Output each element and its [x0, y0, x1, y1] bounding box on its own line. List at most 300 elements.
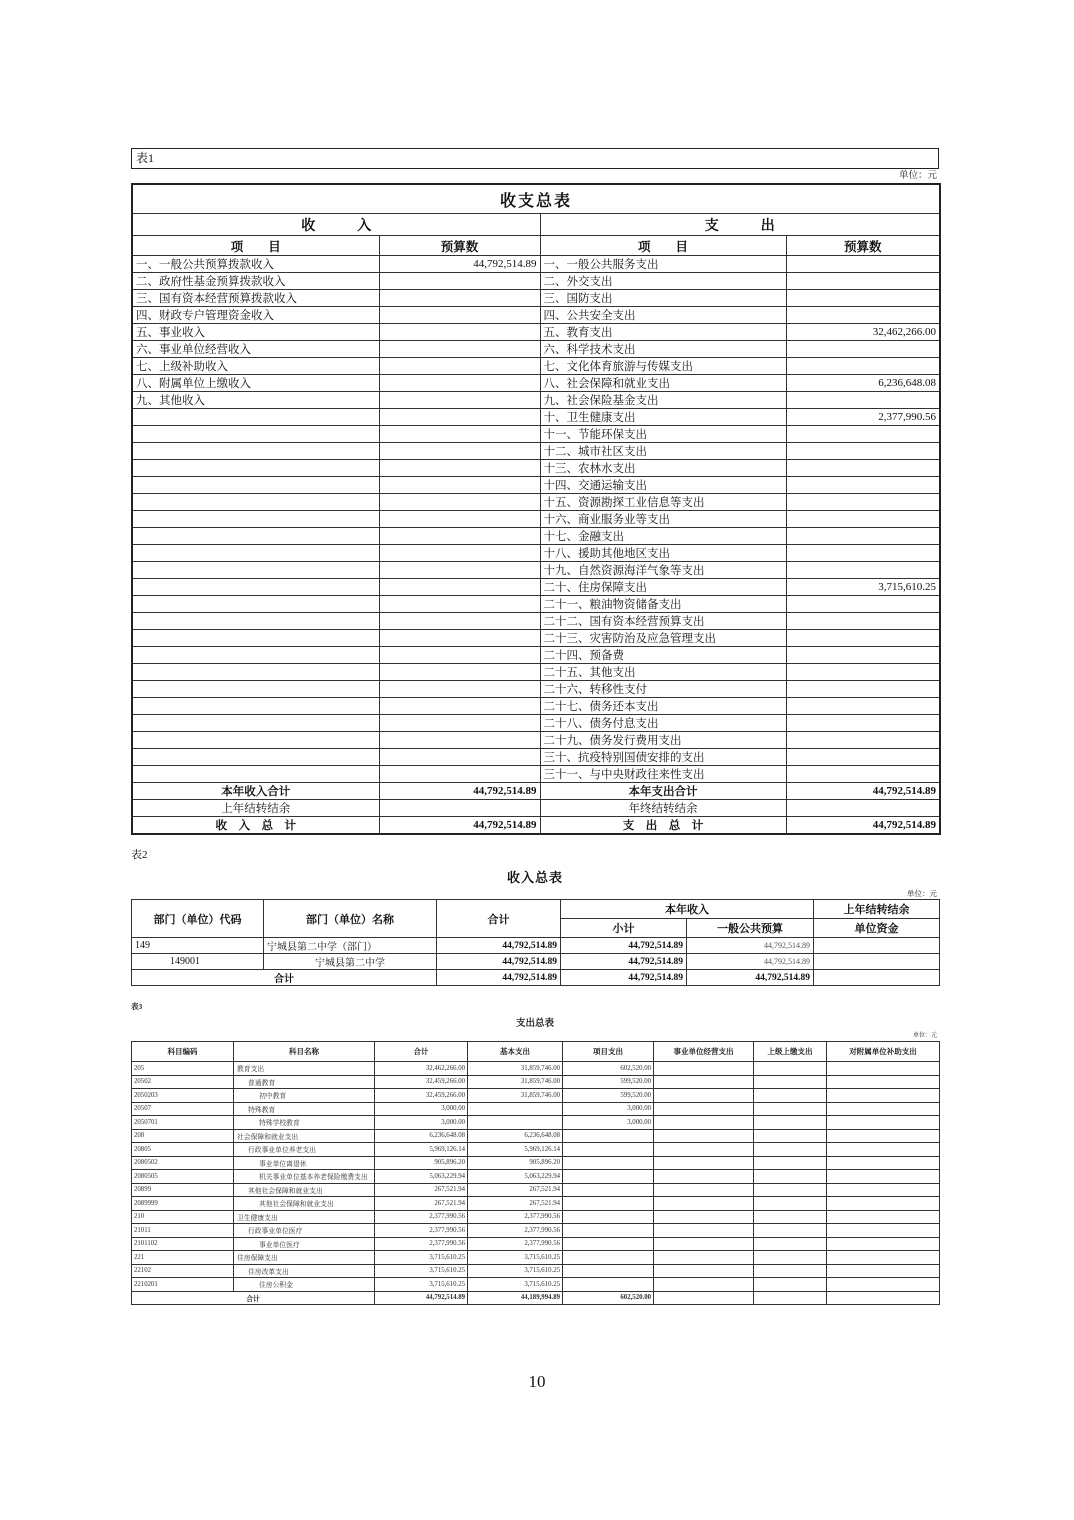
- table3-upper: [754, 1170, 827, 1184]
- table3-name: 社会保障和就业支出: [234, 1129, 375, 1143]
- table3-upper: [754, 1183, 827, 1197]
- table3-business: [654, 1156, 754, 1170]
- table2-unit-funds-value: [814, 938, 940, 954]
- table3-upper: [754, 1278, 827, 1292]
- table3-col-header-5: 事业单位经营支出: [654, 1042, 754, 1062]
- table1-item-row: [132, 324, 940, 341]
- expense-item-value: [786, 477, 940, 494]
- income-item-value: [379, 545, 540, 562]
- table3-code: 210: [132, 1210, 234, 1224]
- expense-total-label: 本年支出合计: [540, 783, 786, 800]
- table1-item-row: [132, 375, 940, 392]
- table3-project: 3,000.00: [563, 1116, 654, 1130]
- income-item-value: [379, 562, 540, 579]
- table2-unit-funds-value: [814, 954, 940, 970]
- table3-upper: [754, 1156, 827, 1170]
- table3-project: 599,520.00: [563, 1089, 654, 1103]
- table2-unit-funds-value: [814, 970, 940, 986]
- table3-project: [563, 1210, 654, 1224]
- expense-item-value: 3,715,610.25: [786, 579, 940, 596]
- table3-subject-row: [132, 1278, 940, 1292]
- table3-code: 208: [132, 1129, 234, 1143]
- table3-subsidy: [827, 1089, 940, 1103]
- expenditure-detail-table: [131, 1041, 940, 1305]
- table3-upper: [754, 1237, 827, 1251]
- table1-item-row: [132, 545, 940, 562]
- expense-item-value: [786, 732, 940, 749]
- expense-item-value: [786, 681, 940, 698]
- expense-item-value: [786, 647, 940, 664]
- income-item-value: [379, 596, 540, 613]
- income-total-label: 本年收入合计: [132, 783, 379, 800]
- table3-subsidy: [827, 1251, 940, 1265]
- income-item-label: [132, 630, 379, 647]
- income-item-value: [379, 375, 540, 392]
- table3-code: 21011: [132, 1224, 234, 1238]
- table3-code: 2089999: [132, 1197, 234, 1211]
- table3-subsidy: [827, 1075, 940, 1089]
- table1-title-row: [132, 184, 940, 214]
- expense-item-value: [786, 528, 940, 545]
- income-item-value: [379, 511, 540, 528]
- expense-item-value: [786, 630, 940, 647]
- table3-code: 2101102: [132, 1237, 234, 1251]
- table3-subsidy: [827, 1278, 940, 1292]
- table3-col-header-6: 上级上缴支出: [754, 1042, 827, 1062]
- table3-subsidy: [827, 1129, 940, 1143]
- income-item-value: [379, 392, 540, 409]
- table2-name: 宁城县第二中学: [264, 954, 437, 970]
- table3-subject-row: [132, 1237, 940, 1251]
- table3-subject-row: [132, 1170, 940, 1184]
- table3-business: [654, 1102, 754, 1116]
- table3-header-row: [132, 1042, 940, 1062]
- table3-total: 2,377,990.56: [375, 1224, 468, 1238]
- table3-basic: 31,859,746.00: [468, 1089, 563, 1103]
- table2-subtotal-value: 44,792,514.89: [561, 970, 687, 986]
- income-item-label: [132, 545, 379, 562]
- expense-item-value: [786, 749, 940, 766]
- table3-business: [654, 1224, 754, 1238]
- income-item-label: [132, 698, 379, 715]
- expense-item-value: [786, 392, 940, 409]
- table3-project: [563, 1129, 654, 1143]
- income-item-label: [132, 477, 379, 494]
- table3-name: 特殊学校教育: [234, 1116, 375, 1130]
- table3-code: 20805: [132, 1143, 234, 1157]
- table3-subsidy: [827, 1062, 940, 1076]
- income-item-label: 九、其他收入: [132, 392, 379, 409]
- expense-item-value: [786, 307, 940, 324]
- table3-subsidy-sum: [827, 1291, 940, 1305]
- table3-subject-row: [132, 1129, 940, 1143]
- income-item-label: [132, 443, 379, 460]
- table3-basic: 2,377,990.56: [468, 1210, 563, 1224]
- expense-item-label: 九、社会保险基金支出: [540, 392, 786, 409]
- income-item-label: 二、政府性基金预算拨款收入: [132, 273, 379, 290]
- table3-code: 20502: [132, 1075, 234, 1089]
- table3-basic: 3,715,610.25: [468, 1278, 563, 1292]
- income-group-header: 收 入: [132, 214, 540, 236]
- table3-name: 住房保障支出: [234, 1251, 375, 1265]
- table3-total: 32,459,266.00: [375, 1089, 468, 1103]
- table3-subsidy: [827, 1224, 940, 1238]
- income-item-label: [132, 409, 379, 426]
- table3-basic: 3,715,610.25: [468, 1251, 563, 1265]
- income-item-value: [379, 358, 540, 375]
- expense-budget-col-header: 预算数: [786, 236, 940, 256]
- table2-general-budget-value: 44,792,514.89: [687, 954, 814, 970]
- table3-subsidy: [827, 1210, 940, 1224]
- table3-code: 20899: [132, 1183, 234, 1197]
- table1-item-row: [132, 596, 940, 613]
- table3-total: 3,715,610.25: [375, 1251, 468, 1265]
- income-item-label: [132, 426, 379, 443]
- table3-project: [563, 1264, 654, 1278]
- table2-subtotal-value: 44,792,514.89: [561, 954, 687, 970]
- table1-grand-total-row: [132, 817, 940, 835]
- income-item-label: [132, 664, 379, 681]
- expense-group-header: 支 出: [540, 214, 940, 236]
- income-item-value: [379, 273, 540, 290]
- table3-subsidy: [827, 1156, 940, 1170]
- table3-business: [654, 1251, 754, 1265]
- table3-project: [563, 1278, 654, 1292]
- table1-label: 表1: [136, 151, 155, 165]
- table3-business: [654, 1089, 754, 1103]
- expense-item-label: 二十四、预备费: [540, 647, 786, 664]
- table3-upper: [754, 1264, 827, 1278]
- expense-item-label: 三十一、与中央财政往来性支出: [540, 766, 786, 783]
- expense-item-value: [786, 341, 940, 358]
- table3-name: 初中教育: [234, 1089, 375, 1103]
- income-item-label: [132, 596, 379, 613]
- table1-item-row: [132, 341, 940, 358]
- expense-item-label: 二十八、债务付息支出: [540, 715, 786, 732]
- table3-upper: [754, 1143, 827, 1157]
- table3-business: [654, 1143, 754, 1157]
- expense-item-label: 三、国防支出: [540, 290, 786, 307]
- table3-unit-note: 单位：元: [912, 1033, 937, 1039]
- income-item-label: 七、上级补助收入: [132, 358, 379, 375]
- table3-code: 221: [132, 1251, 234, 1265]
- income-item-value: [379, 307, 540, 324]
- table1-item-row: [132, 766, 940, 783]
- table2-unit-funds-header: 单位资金: [814, 919, 940, 938]
- income-item-value: [379, 613, 540, 630]
- expense-item-label: 十三、农林水支出: [540, 460, 786, 477]
- table3-business: [654, 1075, 754, 1089]
- expense-item-label: 十四、交通运输支出: [540, 477, 786, 494]
- table3-total: 267,521.94: [375, 1197, 468, 1211]
- page-number: 10: [528, 1372, 546, 1391]
- expense-item-label: 十二、城市社区支出: [540, 443, 786, 460]
- table3-total: 6,236,648.08: [375, 1129, 468, 1143]
- table3-name: 住房改革支出: [234, 1264, 375, 1278]
- table3-business: [654, 1197, 754, 1211]
- expense-item-label: 二十九、债务发行费用支出: [540, 732, 786, 749]
- table3-title: 支出总表: [515, 1019, 554, 1029]
- table1-item-row: [132, 290, 940, 307]
- table1-item-row: [132, 392, 940, 409]
- table3-code: 2080502: [132, 1156, 234, 1170]
- income-item-value: [379, 494, 540, 511]
- table2-unit-note: 单位：元: [907, 889, 937, 898]
- income-item-label: 八、附属单位上缴收入: [132, 375, 379, 392]
- expense-item-value: [786, 460, 940, 477]
- expense-item-value: [786, 358, 940, 375]
- income-item-label: [132, 681, 379, 698]
- table3-business-sum: [654, 1291, 754, 1305]
- table3-project: [563, 1170, 654, 1184]
- expense-item-label: 二十三、灾害防治及应急管理支出: [540, 630, 786, 647]
- income-item-value: [379, 324, 540, 341]
- expense-item-value: [786, 273, 940, 290]
- expense-item-value: [786, 562, 940, 579]
- income-item-label: [132, 749, 379, 766]
- table3-total-sum: 44,792,514.89: [375, 1291, 468, 1305]
- table3-subject-row: [132, 1143, 940, 1157]
- table1-item-row: [132, 443, 940, 460]
- table3-business: [654, 1210, 754, 1224]
- table2-total-value: 44,792,514.89: [437, 970, 561, 986]
- table3-name: 事业单位医疗: [234, 1237, 375, 1251]
- table2-row-dept: [132, 938, 940, 954]
- table3-project: [563, 1197, 654, 1211]
- table1-item-row: [132, 494, 940, 511]
- income-item-label: [132, 647, 379, 664]
- table3-upper: [754, 1224, 827, 1238]
- table3-name: 行政事业单位医疗: [234, 1224, 375, 1238]
- income-item-label: 五、事业收入: [132, 324, 379, 341]
- table1-label-box: [131, 148, 939, 169]
- table3-upper: [754, 1210, 827, 1224]
- income-item-value: [379, 341, 540, 358]
- income-item-value: [379, 681, 540, 698]
- expense-item-label: 十六、商业服务业等支出: [540, 511, 786, 528]
- table3-total: 5,063,229.94: [375, 1170, 468, 1184]
- table3-basic: 31,859,746.00: [468, 1062, 563, 1076]
- expense-item-label: 二十七、债务还本支出: [540, 698, 786, 715]
- table3-name: 事业单位离退休: [234, 1156, 375, 1170]
- table2-row-total: [132, 970, 940, 986]
- table2-subtotal-value: 44,792,514.89: [561, 938, 687, 954]
- table3-name: 普通教育: [234, 1075, 375, 1089]
- income-item-label: [132, 766, 379, 783]
- table3-project: [563, 1237, 654, 1251]
- table3-subsidy: [827, 1170, 940, 1184]
- table3-total: 32,459,266.00: [375, 1075, 468, 1089]
- table1-item-row: [132, 256, 940, 273]
- table3-business: [654, 1116, 754, 1130]
- income-item-label: [132, 732, 379, 749]
- income-item-value: [379, 443, 540, 460]
- table3-col-header-4: 项目支出: [563, 1042, 654, 1062]
- expense-item-label: 七、文化体育旅游与传媒支出: [540, 358, 786, 375]
- table1-item-row: [132, 664, 940, 681]
- income-item-value: [379, 664, 540, 681]
- table3-basic: 6,236,648.08: [468, 1129, 563, 1143]
- table3-code: 2050701: [132, 1116, 234, 1130]
- income-item-value: [379, 766, 540, 783]
- expense-item-value: [786, 715, 940, 732]
- table3-upper: [754, 1197, 827, 1211]
- table3-total: 3,715,610.25: [375, 1264, 468, 1278]
- table3-business: [654, 1183, 754, 1197]
- table3-code: 20507: [132, 1102, 234, 1116]
- income-item-value: [379, 732, 540, 749]
- table3-total: 32,462,266.00: [375, 1062, 468, 1076]
- table3-total: 3,000.00: [375, 1116, 468, 1130]
- table3-subsidy: [827, 1197, 940, 1211]
- expense-item-label: 十五、资源勘探工业信息等支出: [540, 494, 786, 511]
- table1-item-row: [132, 358, 940, 375]
- table3-business: [654, 1278, 754, 1292]
- expense-item-label: 五、教育支出: [540, 324, 786, 341]
- table1-item-row: [132, 613, 940, 630]
- table3-col-header-3: 基本支出: [468, 1042, 563, 1062]
- table3-name: 机关事业单位基本养老保险缴费支出: [234, 1170, 375, 1184]
- table3-subject-row: [132, 1062, 940, 1076]
- table2-label: 表2: [131, 849, 148, 861]
- table3-project: [563, 1183, 654, 1197]
- table3-basic: 5,969,126.14: [468, 1143, 563, 1157]
- income-detail-table: [131, 899, 940, 986]
- table1-column-header-row: [132, 236, 940, 256]
- table3-basic: 267,521.94: [468, 1183, 563, 1197]
- table3-basic: 3,715,610.25: [468, 1264, 563, 1278]
- table3-subject-row: [132, 1116, 940, 1130]
- expense-item-label: 十九、自然资源海洋气象等支出: [540, 562, 786, 579]
- expense-item-label: 二十五、其他支出: [540, 664, 786, 681]
- income-item-value: [379, 715, 540, 732]
- table2-carryover-header: 上年结转结余: [814, 900, 940, 919]
- expense-item-value: 32,462,266.00: [786, 324, 940, 341]
- table1-item-row: [132, 681, 940, 698]
- income-item-value: [379, 579, 540, 596]
- expense-item-value: [786, 613, 940, 630]
- table2-general-budget-value: 44,792,514.89: [687, 970, 814, 986]
- table3-subsidy: [827, 1237, 940, 1251]
- table3-basic: 2,377,990.56: [468, 1237, 563, 1251]
- table3-total: 267,521.94: [375, 1183, 468, 1197]
- table3-project: [563, 1143, 654, 1157]
- income-item-label: 六、事业单位经营收入: [132, 341, 379, 358]
- table2-row-unit: [132, 954, 940, 970]
- income-item-label: 四、财政专户管理资金收入: [132, 307, 379, 324]
- table3-upper: [754, 1089, 827, 1103]
- table3-project: 599,520.00: [563, 1075, 654, 1089]
- expense-item-label: 十八、援助其他地区支出: [540, 545, 786, 562]
- table3-basic-sum: 44,189,994.89: [468, 1291, 563, 1305]
- table3-basic: 905,896.20: [468, 1156, 563, 1170]
- table3-code: 2210201: [132, 1278, 234, 1292]
- table3-subject-row: [132, 1156, 940, 1170]
- income-item-col-header: 项 目: [132, 236, 379, 256]
- table3-total: 905,896.20: [375, 1156, 468, 1170]
- expense-item-value: [786, 698, 940, 715]
- income-item-label: [132, 562, 379, 579]
- expense-item-value: [786, 290, 940, 307]
- table2-code: 149: [132, 938, 264, 954]
- expense-item-value: [786, 511, 940, 528]
- table3-project: [563, 1156, 654, 1170]
- table1-carryover-row: [132, 800, 940, 817]
- income-item-label: [132, 460, 379, 477]
- table1-item-row: [132, 477, 940, 494]
- expense-item-value: 6,236,648.08: [786, 375, 940, 392]
- table3-basic: 5,063,229.94: [468, 1170, 563, 1184]
- table2-name: 宁城县第二中学（部门）: [264, 938, 437, 954]
- table3-label: 表3: [131, 1002, 143, 1011]
- table3-col-header-1: 科目名称: [234, 1042, 375, 1062]
- table3-code: 2080505: [132, 1170, 234, 1184]
- table3-upper: [754, 1102, 827, 1116]
- table3-subsidy: [827, 1183, 940, 1197]
- table3-upper: [754, 1116, 827, 1130]
- table1-title: 收支总表: [132, 184, 940, 214]
- income-item-value: [379, 528, 540, 545]
- table2-general-budget-value: 44,792,514.89: [687, 938, 814, 954]
- table3-code: 205: [132, 1062, 234, 1076]
- table1-unit-note: 单位：元: [898, 171, 937, 181]
- income-item-label: [132, 613, 379, 630]
- table3-col-header-0: 科目编码: [132, 1042, 234, 1062]
- expense-item-label: 八、社会保障和就业支出: [540, 375, 786, 392]
- table3-name: 卫生健康支出: [234, 1210, 375, 1224]
- table2-title: 收入总表: [506, 870, 563, 885]
- table3-subject-row: [132, 1089, 940, 1103]
- table3-name: 行政事业单位养老支出: [234, 1143, 375, 1157]
- expense-grand-total-value: 44,792,514.89: [786, 817, 940, 835]
- table3-project: [563, 1251, 654, 1265]
- table1-group-row: [132, 214, 940, 236]
- table1-item-row: [132, 698, 940, 715]
- table3-code: 2050203: [132, 1089, 234, 1103]
- income-item-label: [132, 579, 379, 596]
- table1-item-row: [132, 460, 940, 477]
- table3-upper-sum: [754, 1291, 827, 1305]
- table3-basic: 31,859,746.00: [468, 1075, 563, 1089]
- income-budget-col-header: 预算数: [379, 236, 540, 256]
- income-carryover-label: 上年结转结余: [132, 800, 379, 817]
- table3-basic: [468, 1116, 563, 1130]
- income-item-value: [379, 409, 540, 426]
- table2-total-header: 合计: [437, 900, 561, 938]
- table3-subject-row: [132, 1224, 940, 1238]
- income-item-value: [379, 477, 540, 494]
- expense-item-value: [786, 256, 940, 273]
- income-item-value: [379, 630, 540, 647]
- expense-item-value: [786, 443, 940, 460]
- table3-basic: 267,521.94: [468, 1197, 563, 1211]
- table2-subtotal-header: 小计: [561, 919, 687, 938]
- expense-item-label: 二十六、转移性支付: [540, 681, 786, 698]
- table3-business: [654, 1129, 754, 1143]
- income-item-value: [379, 698, 540, 715]
- table2-year-income-header: 本年收入: [561, 900, 814, 919]
- table1-item-row: [132, 511, 940, 528]
- table3-project: [563, 1224, 654, 1238]
- expense-item-label: 二十二、国有资本经营预算支出: [540, 613, 786, 630]
- table3-name: 特殊教育: [234, 1102, 375, 1116]
- table3-business: [654, 1170, 754, 1184]
- table3-basic: 2,377,990.56: [468, 1224, 563, 1238]
- expense-item-label: 六、科学技术支出: [540, 341, 786, 358]
- table2-general-budget-header: 一般公共预算: [687, 919, 814, 938]
- table3-subject-row: [132, 1183, 940, 1197]
- income-expense-summary-table: [131, 183, 941, 835]
